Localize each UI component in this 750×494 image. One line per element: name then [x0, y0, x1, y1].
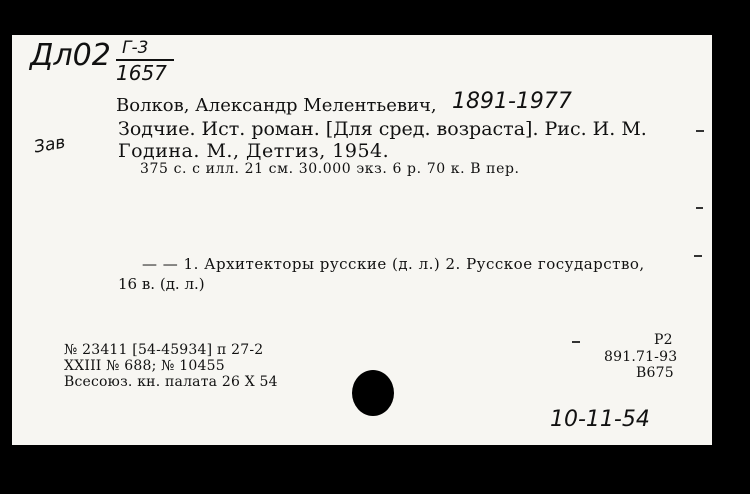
scan-mark	[694, 255, 702, 257]
classification-fraction-bottom: 1657	[116, 61, 167, 85]
subject-headings-line-1: — — 1. Архитекторы русские (д. л.) 2. Русское государство,	[142, 255, 645, 273]
handwritten-date: 10-11-54	[550, 407, 650, 432]
shelf-mark: Дл02	[30, 38, 111, 73]
scan-mark	[572, 341, 580, 343]
registration-number: № 23411 [54-45934] п 27-2	[64, 342, 264, 358]
author-years: 1891-1977	[452, 89, 572, 114]
author-mark: В675	[636, 365, 674, 381]
title-line-1: Зодчие. Ист. роман. [Для сред. возраста]. Рис. И. М.	[118, 118, 647, 140]
classification-fraction-top: Г-3	[122, 38, 149, 58]
punch-hole	[352, 370, 394, 416]
publisher-chamber: Всесоюз. кн. палата 26 X 54	[64, 374, 278, 390]
scan-mark	[696, 130, 704, 132]
series-number: XXIII № 688; № 10455	[64, 358, 225, 374]
physical-description: 375 с. с илл. 21 см. 30.000 экз. 6 р. 70 к. В пер.	[140, 161, 520, 177]
author-name: Волков, Александр Мелентьевич,	[116, 95, 437, 116]
subject-headings-line-2: 16 в. (д. л.)	[118, 275, 205, 293]
title-line-2: Година. М., Детгиз, 1954.	[118, 140, 390, 162]
scan-mark	[696, 207, 703, 209]
udc-code: 891.71-93	[604, 349, 678, 365]
margin-note: Зав	[32, 132, 67, 158]
class-code: Р2	[654, 332, 673, 348]
